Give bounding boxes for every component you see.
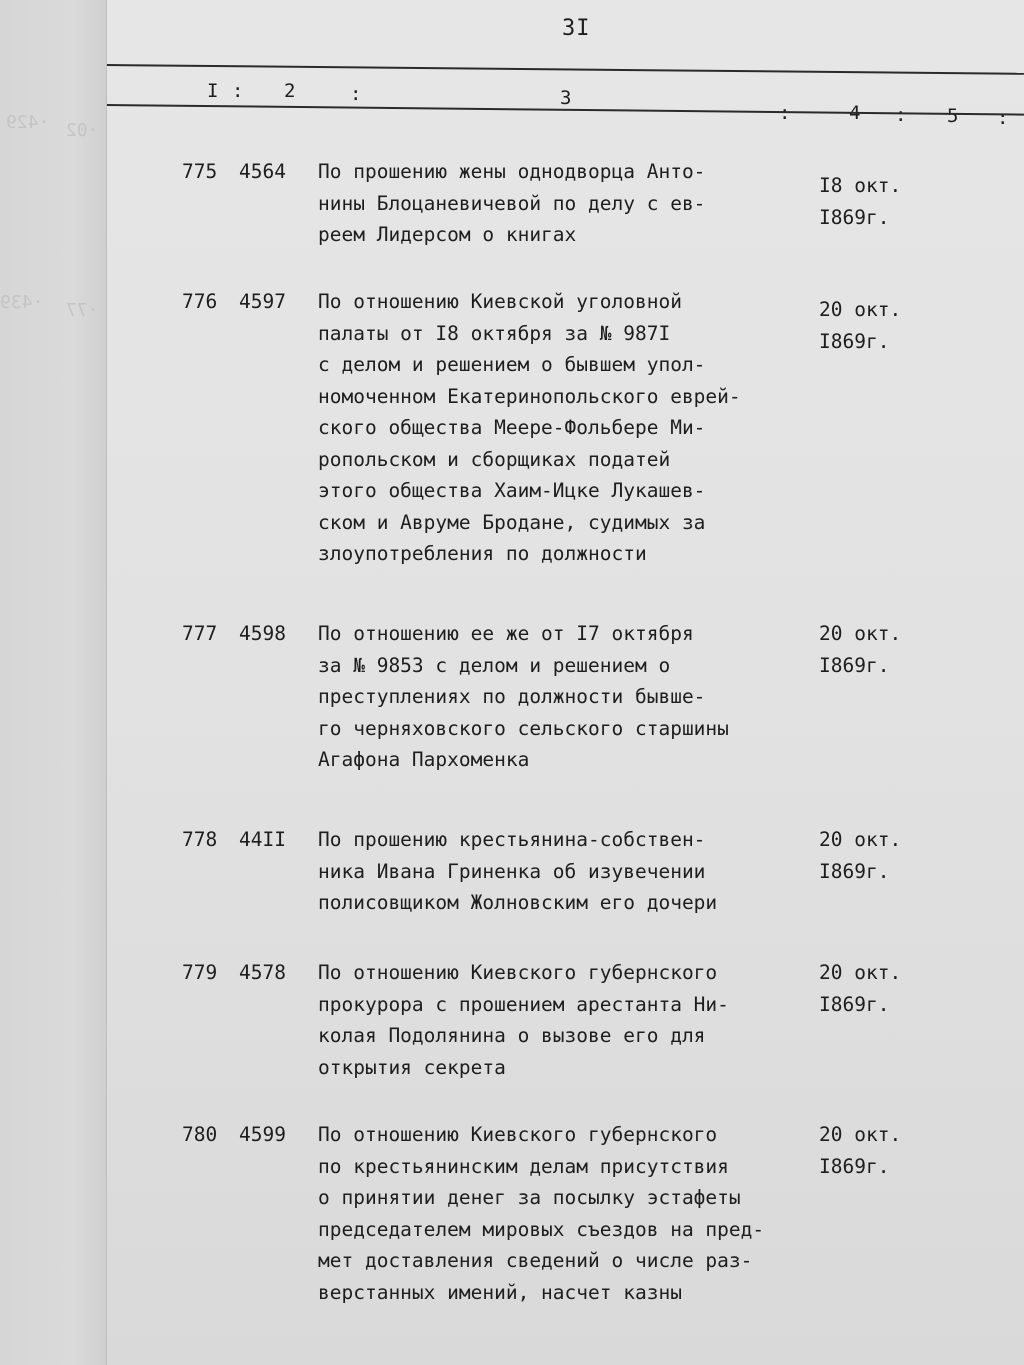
date-year: I869г. [819, 859, 890, 883]
description-line: открытия секрета [318, 1055, 506, 1079]
description-line: По отношению Киевского губернского [318, 1123, 718, 1146]
description-line: верстанных имений, насчет казны [318, 1280, 682, 1304]
entry-date [819, 170, 929, 233]
entry-description [318, 156, 808, 251]
description-line: мет доставления сведений о числе раз- [318, 1249, 753, 1272]
entry-number: 779 [182, 961, 218, 984]
date-year: I869г. [819, 329, 890, 353]
column-header-2: 2 [284, 80, 296, 102]
entry-description [318, 824, 808, 919]
column-header-1: I [207, 80, 219, 102]
description-line: го черняховского сельского старшины [318, 716, 729, 740]
description-line: По отношению Киевской уголовной [318, 290, 682, 313]
description-line: По прошению жены однодворца Анто- [318, 160, 706, 183]
column-separator: : [997, 107, 1009, 129]
entry-date [819, 957, 929, 1020]
description-line: прокурора с прошением арестанта Ни- [318, 992, 729, 1016]
description-line: палаты от I8 октября за № 987I [318, 321, 671, 345]
description-line: По отношению Киевского губернского [318, 961, 718, 984]
page-number: 3I [562, 16, 591, 41]
entry-date [819, 618, 929, 681]
facing-page-edge [0, 0, 107, 1365]
entry-number: 776 [182, 290, 218, 313]
description-line: этого общества Хаим-Ицке Лукашев- [318, 479, 706, 502]
entry-description [318, 957, 808, 1083]
description-line: ника Ивана Гриненка об изувечении [318, 859, 706, 883]
description-line: за № 9853 с делом и решением о [318, 653, 671, 677]
description-line: По отношению ее же от I7 октября [318, 622, 694, 645]
description-line: полисовщиком Жолновским его дочери [318, 891, 718, 914]
date-day-month: 20 окт. [819, 1123, 902, 1146]
archive-number: 4599 [239, 1123, 286, 1146]
archive-number: 4578 [239, 961, 286, 984]
header-rule-top [107, 64, 1024, 75]
description-line: Агафона Пархоменка [318, 748, 530, 771]
description-line: о принятии денег за посылку эстафеты [318, 1186, 741, 1209]
document-page [107, 0, 1024, 1365]
date-day-month: 20 окт. [819, 622, 902, 645]
column-separator: : [350, 83, 362, 105]
column-header-3: 3 [560, 87, 572, 109]
archive-number: 4598 [239, 622, 286, 645]
column-separator: : [232, 80, 244, 102]
entry-date [819, 294, 929, 357]
bleed-through-text: ·439 [0, 292, 44, 313]
description-line: ропольском и сборщиках податей [318, 447, 671, 471]
date-year: I869г. [819, 992, 890, 1016]
description-line: ском и Авруме Бродане, судимых за [318, 510, 706, 534]
archive-number: 44II [239, 828, 286, 851]
description-line: По прошению крестьянина-собствен- [318, 828, 706, 851]
entry-number: 775 [182, 160, 218, 183]
entry-date [819, 824, 929, 887]
description-line: председателем мировых съездов на пред- [318, 1217, 765, 1241]
date-day-month: 20 окт. [819, 961, 902, 984]
entry-number: 778 [182, 828, 218, 851]
entry-description [318, 618, 808, 776]
entry-description [318, 286, 808, 570]
date-year: I869г. [819, 1154, 890, 1178]
bleed-through-text: ·77 [66, 300, 99, 321]
column-separator: : [895, 104, 907, 126]
bleed-through-text: ·02 [66, 120, 99, 141]
date-day-month: 20 окт. [819, 828, 902, 851]
description-line: номоченном Екатеринопольского еврей- [318, 384, 741, 408]
description-line: нины Блоцаневичевой по делу с ев- [318, 191, 706, 215]
description-line: реем Лидерсом о книгах [318, 223, 577, 246]
archive-number: 4597 [239, 290, 286, 313]
description-line: по крестьянинским делам присутствия [318, 1154, 729, 1178]
entry-description [318, 1119, 808, 1308]
column-header-5: 5 [947, 105, 959, 127]
description-line: колая Подолянина о вызове его для [318, 1024, 706, 1047]
date-day-month: I8 окт. [819, 174, 902, 197]
entry-number: 780 [182, 1123, 218, 1146]
entry-number: 777 [182, 622, 218, 645]
date-day-month: 20 окт. [819, 298, 902, 321]
description-line: злоупотребления по должности [318, 542, 647, 565]
entry-date [819, 1119, 929, 1182]
bleed-through-text: ·429 [6, 112, 50, 133]
date-year: I869г. [819, 205, 890, 229]
archive-number: 4564 [239, 160, 286, 183]
description-line: с делом и решением о бывшем упол- [318, 353, 706, 376]
description-line: ского общества Меере-Фольбере Ми- [318, 416, 706, 439]
description-line: преступлениях по должности бывше- [318, 685, 706, 708]
date-year: I869г. [819, 653, 890, 677]
